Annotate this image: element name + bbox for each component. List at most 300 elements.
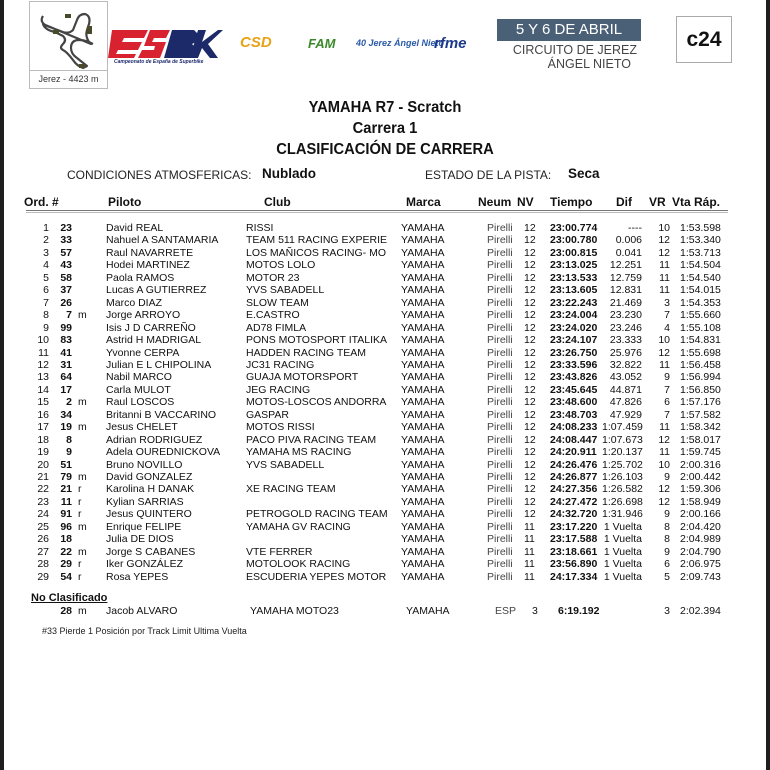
brand: YAMAHA [401, 421, 445, 434]
best-lap-time: 1:54.831 [680, 334, 721, 347]
bike-number: 83 [60, 334, 72, 347]
total-time: 24:17.334 [550, 570, 598, 583]
laps: 12 [524, 371, 536, 384]
race-title: Carrera 1 [352, 120, 418, 137]
gap: 1:31.946 [602, 508, 643, 521]
col-header-time: Tiempo [550, 195, 593, 209]
rider-name: Marco DIAZ [106, 296, 163, 309]
club-name: LOS MAÑICOS RACING- MO [246, 246, 387, 259]
weather-label: CONDICIONES ATMOSFERICAS: [67, 168, 252, 182]
esbk-logo [108, 24, 223, 68]
rider-flag: m [78, 605, 87, 617]
club-name: JC31 RACING [246, 358, 315, 371]
bike-number: 34 [60, 408, 72, 421]
table-row [4, 508, 766, 520]
total-time: 23:00.815 [550, 246, 598, 259]
best-lap-time: 2:04.989 [680, 533, 721, 546]
brand: YAMAHA [401, 346, 445, 359]
bike-number: 26 [60, 296, 72, 309]
tyre: Pirelli [487, 321, 513, 334]
club-name: YAMAHA MS RACING [246, 446, 352, 459]
club-name: MOTOLOOK RACING [246, 558, 351, 571]
bike-number: 91 [60, 508, 72, 521]
event-date: 5 Y 6 DE ABRIL [497, 19, 641, 41]
club-name: TEAM 511 RACING EXPERIE [246, 234, 388, 247]
gap: 1:26.582 [602, 483, 643, 496]
tyre: ESP [495, 605, 517, 617]
bike-number: 19 [60, 421, 72, 434]
tyre: Pirelli [487, 246, 513, 259]
rider-name: Nahuel A SANTAMARIA [106, 234, 219, 247]
total-time: 24:32.720 [550, 508, 598, 521]
bike-number: 79 [60, 471, 72, 483]
club-name: YVS SABADELL [246, 284, 325, 297]
best-lap-number: 12 [658, 495, 670, 508]
club-name: VTE FERRER [246, 545, 313, 558]
total-time: 23:45.645 [550, 383, 598, 396]
club-name: YVS SABADELL [246, 458, 325, 471]
brand: YAMAHA [401, 271, 445, 284]
best-lap-number: 3 [664, 296, 670, 309]
tyre: Pirelli [487, 471, 513, 483]
gap: 32.822 [609, 358, 642, 371]
best-lap-number: 12 [658, 234, 670, 247]
bike-number: 43 [60, 259, 72, 272]
best-lap-time: 2:02.394 [680, 605, 721, 617]
position: 18 [37, 433, 49, 446]
fam-logo: FAM [308, 36, 336, 51]
rider-name: Hodei MARTINEZ [106, 259, 190, 272]
brand: YAMAHA [401, 284, 445, 297]
club-name: MOTOS LOLO [246, 259, 316, 272]
tyre: Pirelli [487, 508, 513, 521]
tyre: Pirelli [487, 271, 513, 284]
laps: 12 [524, 321, 536, 334]
best-lap-number: 7 [664, 309, 670, 322]
table-row [4, 521, 766, 533]
rider-flag: r [78, 558, 82, 571]
position: 4 [43, 259, 49, 272]
best-lap-number: 7 [664, 408, 670, 421]
laps: 12 [524, 483, 536, 496]
brand: YAMAHA [401, 570, 445, 583]
tyre: Pirelli [487, 358, 513, 371]
table-row [4, 546, 766, 558]
laps: 12 [524, 471, 536, 483]
position: 9 [43, 321, 49, 334]
best-lap-number: 8 [664, 520, 670, 533]
bike-number: 51 [60, 458, 72, 471]
table-row [4, 222, 766, 234]
laps: 12 [524, 383, 536, 396]
best-lap-number: 9 [664, 545, 670, 558]
venue-name: CIRCUITO DE JEREZ [512, 43, 637, 57]
laps: 12 [524, 458, 536, 471]
best-lap-time: 1:57.176 [680, 396, 721, 409]
best-lap-time: 1:53.598 [680, 222, 721, 234]
rider-flag: r [78, 508, 82, 521]
bike-number: 28 [60, 605, 72, 617]
bike-number: 17 [60, 383, 72, 396]
best-lap-time: 2:00.442 [680, 471, 721, 483]
best-lap-time: 1:59.306 [680, 483, 721, 496]
tyre: Pirelli [487, 346, 513, 359]
bike-number: 2 [66, 396, 72, 409]
gap: 1 Vuelta [603, 520, 642, 533]
gap: 47.929 [609, 408, 642, 421]
rider-name: Nabil MARCO [106, 371, 172, 384]
tyre: Pirelli [487, 383, 513, 396]
table-row [4, 309, 766, 321]
gap: 23.246 [609, 321, 642, 334]
best-lap-number: 12 [658, 346, 670, 359]
tyre: Pirelli [487, 458, 513, 471]
position: 1 [43, 222, 49, 234]
rider-name: Raul NAVARRETE [106, 246, 194, 259]
table-row [4, 409, 766, 421]
laps: 12 [524, 358, 536, 371]
laps: 12 [524, 271, 536, 284]
bike-number: 21 [60, 483, 72, 496]
laps: 12 [524, 421, 536, 434]
table-row [4, 571, 766, 583]
col-header-tyre: Neum [478, 195, 512, 209]
rider-name: Enrique FELIPE [106, 520, 182, 533]
header-divider-light [26, 212, 728, 213]
brand: YAMAHA [401, 433, 445, 446]
col-header-rider: Piloto [108, 195, 142, 209]
rider-name: Isis J D CARREÑO [106, 321, 196, 334]
laps: 12 [524, 346, 536, 359]
bike-number: 37 [60, 284, 72, 297]
best-lap-number: 7 [664, 383, 670, 396]
document-code: c24 [676, 16, 732, 63]
best-lap-number: 3 [664, 605, 670, 617]
category-title: YAMAHA R7 - Scratch [308, 99, 462, 116]
brand: YAMAHA [401, 533, 445, 546]
brand: YAMAHA [401, 408, 445, 421]
total-time: 23:24.107 [550, 334, 598, 347]
position: 5 [43, 271, 49, 284]
rider-flag: m [78, 309, 87, 322]
gap: 1:25.702 [602, 458, 643, 471]
not-classified-row [4, 605, 766, 617]
table-row [4, 297, 766, 309]
best-lap-number: 9 [664, 371, 670, 384]
tyre: Pirelli [487, 520, 513, 533]
tyre: Pirelli [487, 483, 513, 496]
brand: YAMAHA [401, 471, 445, 483]
club-name: MOTOS-LOSCOS ANDORRA [246, 396, 387, 409]
total-time: 24:08.233 [550, 421, 598, 434]
bike-number: 54 [60, 570, 72, 583]
rider-name: Julian E L CHIPOLINA [106, 358, 212, 371]
table-row [4, 334, 766, 346]
best-lap-number: 6 [664, 396, 670, 409]
club-name: PACO PIVA RACING TEAM [246, 433, 377, 446]
best-lap-time: 1:53.713 [680, 246, 721, 259]
table-row [4, 434, 766, 446]
total-time: 24:26.877 [550, 471, 598, 483]
position: 22 [37, 483, 49, 496]
best-lap-number: 11 [659, 446, 670, 459]
rider-name: Bruno NOVILLO [106, 458, 183, 471]
header-divider [26, 210, 728, 211]
bike-number: 7 [66, 309, 72, 322]
weather-value: Nublado [262, 166, 316, 181]
position: 2 [43, 234, 49, 247]
bike-number: 99 [60, 321, 72, 334]
rider-flag: m [78, 396, 87, 409]
brand: YAMAHA [401, 234, 445, 247]
best-lap-number: 10 [658, 458, 670, 471]
gap: 1:20.137 [602, 446, 643, 459]
table-row [4, 446, 766, 458]
brand: YAMAHA [401, 309, 445, 322]
footnote: #33 Pierde 1 Posición por Track Limit Ultima Vuelta [42, 626, 247, 636]
bike-number: 29 [60, 558, 72, 571]
total-time: 23:18.661 [550, 545, 598, 558]
position: 20 [37, 458, 49, 471]
brand: YAMAHA [401, 321, 445, 334]
best-lap-time: 1:54.504 [680, 259, 721, 272]
tyre: Pirelli [487, 296, 513, 309]
track-length-label: Jerez - 4423 m [30, 70, 107, 88]
rider-name: Paola RAMOS [106, 271, 175, 284]
bike-number: 64 [60, 371, 72, 384]
club-name: JEG RACING [246, 383, 311, 396]
brand: YAMAHA [401, 396, 445, 409]
club-name: YAMAHA GV RACING [246, 520, 351, 533]
best-lap-number: 12 [658, 433, 670, 446]
rider-name: Raul LOSCOS [106, 396, 175, 409]
table-row [4, 421, 766, 433]
position: 13 [37, 371, 49, 384]
esbk-subtitle: Campeonato de España de Superbike [114, 59, 204, 65]
tyre: Pirelli [487, 222, 513, 234]
position: 16 [37, 408, 49, 421]
rider-name: Jorge ARROYO [106, 309, 181, 322]
rider-name: Iker GONZÁLEZ [106, 558, 184, 571]
gap: 23.333 [609, 334, 642, 347]
laps: 11 [524, 520, 535, 533]
bike-number: 31 [60, 358, 72, 371]
brand: YAMAHA [406, 605, 450, 617]
total-time: 23:43.826 [550, 371, 598, 384]
tyre: Pirelli [487, 433, 513, 446]
laps: 12 [524, 433, 536, 446]
total-time: 23:33.596 [550, 358, 598, 371]
laps: 12 [524, 222, 536, 234]
table-row [4, 533, 766, 545]
laps: 11 [524, 533, 535, 546]
total-time: 23:13.605 [550, 284, 598, 297]
best-lap-time: 1:58.017 [680, 433, 721, 446]
rider-name: Jesus QUINTERO [106, 508, 192, 521]
total-time: 24:26.476 [550, 458, 598, 471]
gap: 1:07.673 [602, 433, 643, 446]
gap: 47.826 [609, 396, 642, 409]
best-lap-time: 1:55.660 [680, 309, 721, 322]
gap: 12.251 [609, 259, 642, 272]
rider-name: Adrian RODRIGUEZ [106, 433, 203, 446]
gap: 1:26.103 [602, 471, 643, 483]
total-time: 24:27.356 [550, 483, 598, 496]
bike-number: 22 [60, 545, 72, 558]
best-lap-number: 4 [664, 321, 670, 334]
table-row [4, 247, 766, 259]
rider-name: Kylian SARRIAS [106, 495, 184, 508]
position: 29 [37, 570, 49, 583]
gap: 1 Vuelta [603, 570, 642, 583]
position: 6 [43, 284, 49, 297]
club-name: YAMAHA MOTO23 [250, 605, 339, 617]
laps: 12 [524, 334, 536, 347]
brand: YAMAHA [401, 259, 445, 272]
tyre: Pirelli [487, 284, 513, 297]
gap: 12.831 [609, 284, 642, 297]
brand: YAMAHA [401, 545, 445, 558]
best-lap-number: 11 [659, 284, 670, 297]
table-row [4, 272, 766, 284]
laps: 12 [524, 508, 536, 521]
brand: YAMAHA [401, 334, 445, 347]
best-lap-time: 1:55.108 [680, 321, 721, 334]
brand: YAMAHA [401, 296, 445, 309]
position: 28 [37, 558, 49, 571]
best-lap-time: 1:58.342 [680, 421, 721, 434]
best-lap-time: 2:06.975 [680, 558, 721, 571]
tyre: Pirelli [487, 421, 513, 434]
total-time: 23:24.020 [550, 321, 598, 334]
table-row [4, 234, 766, 246]
best-lap-time: 1:58.949 [680, 495, 721, 508]
laps: 12 [524, 246, 536, 259]
laps: 12 [524, 234, 536, 247]
table-row [4, 259, 766, 271]
best-lap-time: 1:56.994 [680, 371, 721, 384]
best-lap-time: 1:55.698 [680, 346, 721, 359]
col-header-ord: Ord. # [24, 195, 59, 209]
best-lap-time: 2:04.790 [680, 545, 721, 558]
position: 10 [37, 334, 49, 347]
best-lap-number: 9 [664, 508, 670, 521]
track-map-icon [33, 4, 103, 70]
total-time: 23:26.750 [550, 346, 598, 359]
total-time: 23:17.220 [550, 520, 598, 533]
best-lap-number: 10 [658, 334, 670, 347]
tyre: Pirelli [487, 309, 513, 322]
table-row [4, 496, 766, 508]
not-classified-title: No Clasificado [31, 592, 108, 604]
gap: 1 Vuelta [603, 558, 642, 571]
best-lap-time: 1:54.540 [680, 271, 721, 284]
track-state-value: Seca [568, 166, 600, 181]
laps: 3 [532, 605, 538, 617]
total-time: 23:22.243 [550, 296, 598, 309]
gap: 12.759 [609, 271, 642, 284]
rider-flag: m [78, 421, 87, 434]
gap: 43.052 [609, 371, 642, 384]
total-time: 24:08.447 [550, 433, 598, 446]
total-time: 23:00.780 [550, 234, 598, 247]
brand: YAMAHA [401, 495, 445, 508]
tyre: Pirelli [487, 371, 513, 384]
laps: 12 [524, 296, 536, 309]
rider-name: Julia DE DIOS [106, 533, 174, 546]
club-name: XE RACING TEAM [246, 483, 336, 496]
bike-number: 8 [66, 433, 72, 446]
club-name: E.CASTRO [246, 309, 300, 322]
gap: 44.871 [609, 383, 642, 396]
gap: 1 Vuelta [603, 533, 642, 546]
rider-name: David REAL [106, 222, 164, 234]
club-name: RISSI [246, 222, 274, 234]
laps: 12 [524, 408, 536, 421]
position: 21 [37, 471, 49, 483]
table-row [4, 284, 766, 296]
csd-logo: CSD [240, 34, 272, 51]
col-header-gap: Dif [616, 195, 632, 209]
total-time: 23:48.703 [550, 408, 598, 421]
tyre: Pirelli [487, 570, 513, 583]
brand: YAMAHA [401, 246, 445, 259]
rider-flag: r [78, 483, 82, 496]
gap: 21.469 [609, 296, 642, 309]
laps: 12 [524, 259, 536, 272]
rider-name: Rosa YEPES [106, 570, 169, 583]
bike-number: 57 [60, 246, 72, 259]
rider-name: David GONZALEZ [106, 471, 193, 483]
best-lap-time: 1:54.353 [680, 296, 721, 309]
best-lap-number: 11 [659, 421, 670, 434]
col-header-laps: NV [517, 195, 534, 209]
col-header-best-lap: Vta Ráp. [672, 195, 721, 209]
venue-subname: ÁNGEL NIETO [547, 57, 631, 71]
brand: YAMAHA [401, 222, 445, 234]
total-time: 23:24.004 [550, 309, 598, 322]
total-time: 24:27.472 [550, 495, 598, 508]
total-time: 23:56.890 [550, 558, 598, 571]
position: 15 [37, 396, 49, 409]
best-lap-time: 1:57.582 [680, 408, 721, 421]
table-row [4, 371, 766, 383]
best-lap-number: 8 [664, 533, 670, 546]
best-lap-number: 11 [659, 259, 670, 272]
total-time: 23:13.025 [550, 259, 598, 272]
club-name: PONS MOTOSPORT ITALIKA [246, 334, 388, 347]
table-row [4, 483, 766, 495]
position: 3 [43, 246, 49, 259]
track-state-label: ESTADO DE LA PISTA: [425, 168, 552, 182]
rider-name: Lucas A GUTIERREZ [106, 284, 207, 297]
position: 24 [37, 508, 49, 521]
rfme-logo: rfme [434, 35, 467, 52]
total-time: 23:17.588 [550, 533, 598, 546]
laps: 11 [524, 558, 535, 571]
classification-title: CLASIFICACIÓN DE CARRERA [276, 141, 494, 158]
rider-name: Carla MULOT [106, 383, 171, 396]
brand: YAMAHA [401, 383, 445, 396]
position: 14 [37, 383, 49, 396]
bike-number: 33 [60, 234, 72, 247]
gap: 25.976 [609, 346, 642, 359]
club-name: PETROGOLD RACING TEAM [246, 508, 388, 521]
brand: YAMAHA [401, 508, 445, 521]
table-row [4, 384, 766, 396]
rider-name: Britanni B VACCARINO [106, 408, 217, 421]
position: 7 [43, 296, 49, 309]
